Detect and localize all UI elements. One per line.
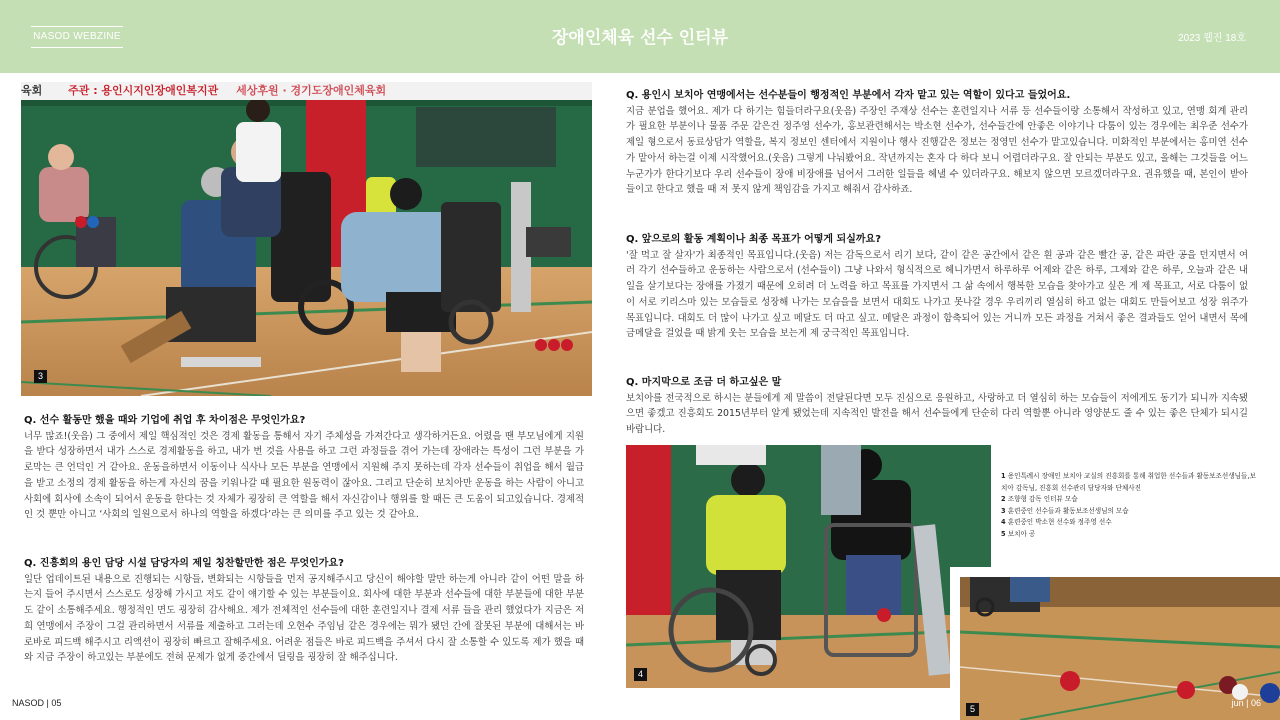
qa-section-1	[24, 413, 584, 523]
page-number-right: jun | 06	[1231, 698, 1261, 708]
photo-banner-main: 주관 : 용인시지인장애인복지관	[68, 84, 219, 97]
caption-2-num: 2	[1001, 495, 1006, 503]
photo-training-4	[626, 445, 991, 688]
photo-training-3-image	[21, 82, 592, 396]
photo-banner	[21, 82, 592, 100]
caption-3-num: 3	[1001, 506, 1006, 515]
answer-2: 일단 업데이트된 내용으로 진행되는 시항들, 변화되는 시항들을 먼저 공지해주시고 당신이 해야할 말만 하는게 아니라 같이 어떤 말을 하는지 들어 주시면서 스스로도 성장해 가시고 저도 같이 얘기할 수 있는 부분들이요. 회사에 대한 부분과 선수들에 대한 부분들에 대한 부분도 같이 소통해주세요. 행정적인 면도 굉장히 감사해요. 제가 전체적인 선수들에 대한 훈련일지나 결제 서류 들을 관리 했었다가 지금은 저희 연맹에서 주장이 그걸 관리하면서 서류를 제출하고 그러는데 오현수 주임님 같은 경우에는 뭐가 됐던 간에 잘못된 부분에 대해서는 바로바로 피드백 해주시고 리액션이 굉장히 빠르고 잘해주세요. 어려운 점들은 바로 피드백을 주셔서 다시 잘 소통할 수 있도록 제가 했을 때와 지금 주장이 하고있는 부분에도 전혀 문제가 없게 중간에서 딜링을 굉장히 잘 해주십니다.	[24, 573, 584, 664]
question-1: Q. 선수 활동만 했을 때와 기업에 취업 후 차이점은 무엇인가요?	[24, 415, 306, 426]
answer-1: 너무 많죠!(웃음) 그 중에서 제일 핵심적인 것은 경제 활동을 통해서 자기 주체성을 가져간다고 생각하거든요. 어렸을 땐 부모님에게 지원을 받다 성장하면서 내가 스스로 경제활동을 하고, 내가 번 것을 사용을 하고 그런 과정들을 겪어 가는데 장애라는 특성이 그런 부분을 가로막는 큰 언덕인 거 같아요. 운동을하면서 이동이나 식사나 모든 부분을 연맹에서 지원해 주지 못하는데 각자 선수들이 취업을 해서 월급을 받고 소정의 경제 활동을 하는게 자신의 꿈을 키워나갈 때 필요한 원동력이 잖아요. 그리고 단순히 보치아만 운동을 하는 사람이 아니고 사회에 회사에 소속이 되어서 운동을 한다는 것 자체가 굉장히 큰 역할을 해서 자신감이나 행위를 할 때든 큰 도움이 되고있습니다. 경제적인 것 뿐만 아니고 ‘사회의 일원으로서 하나의 역할을 하겠다’라는 큰 의미를 주고 있는 것 같아요.	[24, 430, 584, 521]
page-title: 장애인체육 선수 인터뷰	[551, 28, 729, 48]
photo-boccia-balls-5	[950, 567, 1280, 720]
answer-3: 지금 분업을 했어요. 제가 다 하기는 힘들더라구요(웃음) 주장인 주재상 선수는 훈련일지나 서류 등 선수들이랑 소통해서 작성하고 있고, 연맹 회계 관리가 필요한 부분이나 물품 주문 같은건 정주영 선수가, 홍보관련해서는 박소현 선수가, 선수들간에 안좋은 이야기나 다툼이 있는 경우에는 최우준 선수가 제일 형으로서 동료상담가 역할을, 복지 정보인 센터에서 지원이나 행사 진행같은 정보는 정영민 선수가 맡고있습니다. 미화적인 부분에서는 홍미연 선수가 맡아서 하는걸 이제 시작했어요.(웃음) 그렇게 나눠봤어요. 작년까지는 혼자 다 하다 보니 어렵더라구요. 잘 안되는 부분도 있고, 올해는 그것들을 어느 누군가가 한다기보다 우리 선수들이 장애 비장애를 넘어서 그러한 일들을 헤낼 수 있더라구요. 해보지 않으면 모르겠더라구요. 권유했을 때, 본인이 받아들이고 한다고 했을 때 저 못지 않게 책임감을 가지고 해줘서 감사하죠.	[626, 105, 1248, 196]
caption-5-text: 보치아 공	[1007, 529, 1036, 538]
qa-section-5	[626, 375, 1248, 438]
webzine-brand: NASOD WEBZINE	[31, 26, 123, 48]
answer-5: 보치아를 전국적으로 하시는 분들에게 제 말씀이 전달된다면 모두 진심으로 응원하고, 사랑하고 더 열심히 하는 모습들이 저에게도 동기가 되니까 지속됐으면 좋겠고 진흥회도 2015년부터 알게 됐었는데 지속적인 발전을 해서 선수들에게 단순히 다리 역할뿐 아니라 영양분도 줄 수 있는 좋은 단체가 되시길 바랍니다.	[626, 392, 1248, 436]
photo-training-4-image	[626, 445, 991, 688]
question-5: Q. 마지막으로 조금 더 하고싶은 말	[626, 377, 782, 388]
caption-5-num: 5	[1001, 529, 1006, 538]
qa-section-2	[24, 556, 584, 666]
question-2: Q. 진흥회의 용인 담당 시설 담당자의 제일 칭찬할만한 점은 무엇인가요?	[24, 558, 344, 569]
page-number-left: NASOD | 05	[12, 698, 62, 708]
photo-banner-left: 육회	[21, 84, 43, 97]
caption-3-text: 훈련중인 선수들과 활동보조선생님의 모습	[1007, 506, 1129, 515]
qa-section-3	[626, 88, 1248, 198]
qa-section-4	[626, 232, 1248, 342]
photo-number-5: 5	[966, 703, 979, 716]
photo-number-4: 4	[634, 668, 647, 681]
caption-4-text: 훈련중인 박소현 선수와 정주영 선수	[1007, 518, 1112, 526]
caption-2-text: 조향형 감독 인터뷰 모습	[1007, 495, 1078, 503]
photo-banner-right: 세상후원 · 경기도장애인체육회	[236, 84, 387, 97]
caption-1	[1001, 471, 1261, 494]
page-header	[0, 0, 1280, 73]
caption-2	[1001, 494, 1261, 506]
caption-1-num: 1	[1001, 472, 1006, 480]
caption-5	[1001, 529, 1261, 541]
caption-3	[1001, 506, 1261, 518]
answer-4: '잘 먹고 잘 살자'가 최종적인 목표입니다.(웃음) 저는 감독으로서 리기 보다, 같이 같은 공간에서 같은 흰 공과 같은 빨간 공, 같은 파란 공을 던지면서 여러 각기 선수들하고 운동하는 사람으로서 (선수들이) 그냥 나와서 형식적으로 헤니가면서 하루하루 어제와 같은 하루, 그제와 같은 하루, 오늘과 같은 내일을 살기보다는 장애를 가졌기 때문에 오히려 더 노력을 하고 목표를 가지면서 그 삶 속에서 행복한 모습을 찾아가고 싶은 게 제 목표고, 서로 다툼이 없이 서로 키리스마 있는 모습들로 성장해 나가는 모습을을 보면서 대회도 나가고 못나갈 경우 우리끼리 열심히 하고 없는 대회도 만들어보고 성장 위주가 목표입니다. 대회도 더 많이 나가고 싶고 메달도 더 따고 싶고. 메달은 과정이 함축되어 있는 거니까 모든 과정을 거쳐서 좋은 결과들도 얻어 내면서 목에 금메달을 걸었을 때 밝게 웃는 모습을 보는게 제 궁극적인 목표입니다.	[626, 249, 1248, 340]
caption-4	[1001, 517, 1261, 529]
question-4: Q. 앞으로의 활동 계획이나 최종 목표가 어떻게 되실까요?	[626, 234, 881, 245]
caption-4-num: 4	[1001, 518, 1006, 526]
caption-1-text: 용인특례시 장애인 보치아 교실의 진흥회를 통해 취업한 선수들과 활동보조선생님들,보치아 감독님, 진흥회 선수관리 담당자와 단체사진	[1001, 472, 1256, 492]
question-3: Q. 용인시 보치아 연맹에서는 선수분들이 행정적인 부분에서 각자 맡고 있는 역할이 있다고 들었어요.	[626, 90, 1071, 101]
photo-number-3: 3	[34, 370, 47, 383]
photo-captions	[1001, 471, 1261, 540]
photo-training-3	[21, 82, 592, 396]
issue-label: 2023 웹진 18호	[1178, 33, 1246, 44]
